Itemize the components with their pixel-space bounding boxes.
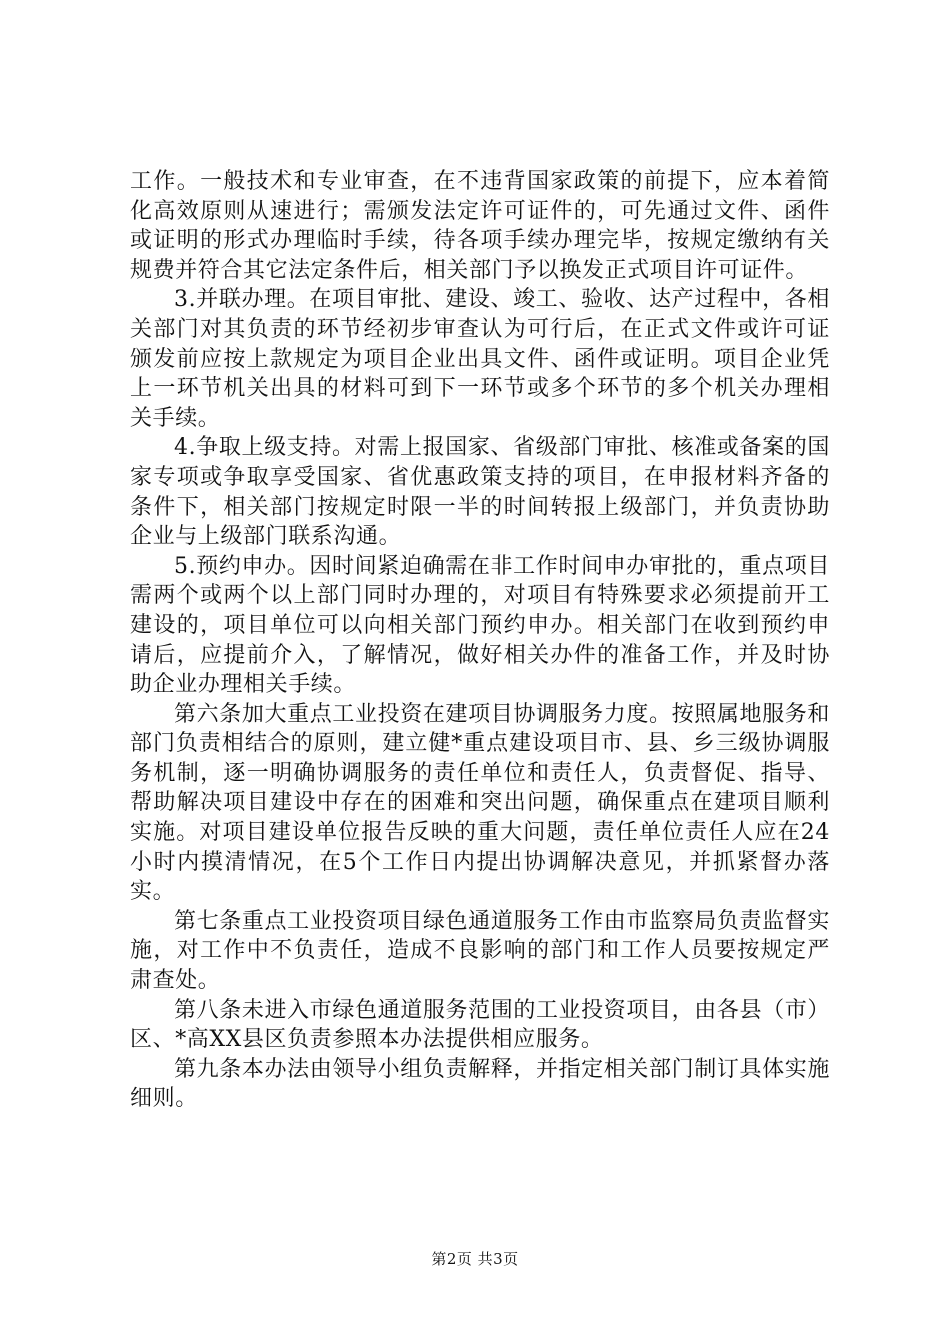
paragraph-2: 3.并联办理。在项目审批、建设、竣工、验收、达产过程中，各相关部门对其负责的环节经初步审查认为可行后，在正式文件或许可证颁发前应按上款规定为项目企业出具文件、函件或证明。项目企业凭上一环节机关出具的材料可到下一环节或多个环节的多个机关办理相关手续。 bbox=[130, 287, 830, 431]
paragraph-4: 5.预约申办。因时间紧迫确需在非工作时间申办审批的，重点项目需两个或两个以上部门同时办理的，对项目有特殊要求必须提前开工建设的，项目单位可以向相关部门预约申办。相关部门在收到预约申请后，应提前介入，了解情况，做好相关办件的准备工作，并及时协助企业办理相关手续。 bbox=[130, 553, 830, 698]
paragraph-3: 4.争取上级支持。对需上报国家、省级部门审批、核准或备案的国家专项或争取享受国家、省优惠政策支持的项目，在申报材料齐备的条件下，相关部门按规定时限一半的时间转报上级部门，并负责协助企业与上级部门联系沟通。 bbox=[130, 435, 830, 550]
paragraph-8: 第九条本办法由领导小组负责解释，并指定相关部门制订具体实施细则。 bbox=[130, 1056, 830, 1112]
paragraph-5: 第六条加大重点工业投资在建项目协调服务力度。按照属地服务和部门负责相结合的原则，建立健*重点建设项目市、县、乡三级协调服务机制，逐一明确协调服务的责任单位和责任人，负责督促、指导、帮助解决项目建设中存在的困难和突出问题，确保重点在建项目顺利实施。对项目建设单位报告反映的重大问题，责任单位责任人应在24小时内摸清情况，在5个工作日内提出协调解决意见，并抓紧督办落实。 bbox=[130, 701, 830, 905]
page-number-footer: 第2页 共3页 bbox=[431, 1250, 519, 1268]
paragraph-6: 第七条重点工业投资项目绿色通道服务工作由市监察局负责监督实施，对工作中不负责任，造成不良影响的部门和工作人员要按规定严肃查处。 bbox=[130, 908, 830, 994]
paragraph-7: 第八条未进入市绿色通道服务范围的工业投资项目，由各县（市）区、*高XX县区负责参照本办法提供相应服务。 bbox=[130, 997, 830, 1053]
paragraph-1: 工作。一般技术和专业审查，在不违背国家政策的前提下，应本着简化高效原则从速进行；需颁发法定许可证件的，可先通过文件、函件或证明的形式办理临时手续，待各项手续办理完毕，按规定缴纳有关规费并符合其它法定条件后，相关部门予以换发正式项目许可证件。 bbox=[130, 169, 830, 283]
document-body bbox=[130, 167, 830, 1114]
